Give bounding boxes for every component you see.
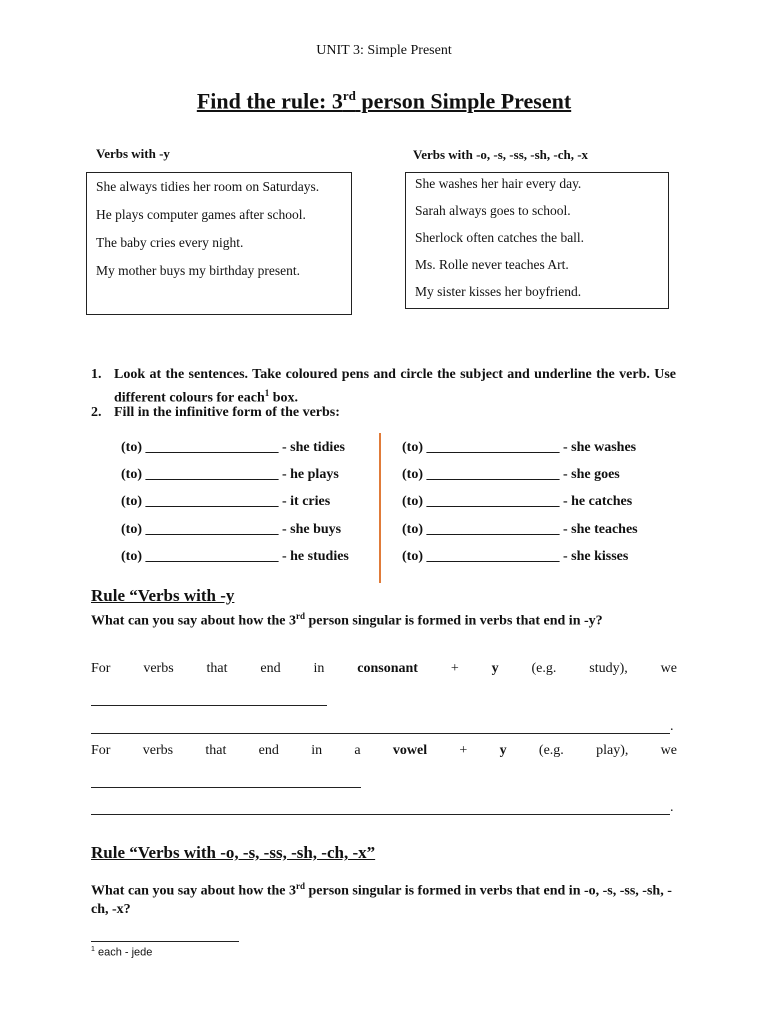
instruction-2 — [91, 404, 676, 424]
title-sup: rd — [342, 88, 356, 103]
right-sentence-box — [405, 172, 669, 309]
rule-o-heading: Rule “Verbs with -o, -s, -ss, -sh, -ch, -x” — [91, 843, 376, 862]
question-sup: rd — [295, 881, 305, 891]
footnote — [91, 946, 152, 959]
question-text-b: person singular is formed in verbs that end in -o, -s, -ss, -sh, -ch, -x? — [91, 883, 672, 917]
fill-in-row[interactable]: (to) ___________________ - she goes — [402, 467, 620, 482]
footnote-separator — [91, 941, 239, 942]
answer-line[interactable] — [91, 733, 670, 734]
fill-in-row[interactable]: (to) ___________________ - she kisses — [402, 549, 629, 564]
rule-o-question — [91, 877, 676, 919]
consonant-rule-line — [91, 661, 677, 677]
instruction-1 — [91, 366, 676, 404]
example-word: study), — [589, 661, 628, 676]
left-sentence-box — [86, 172, 352, 315]
rule-y-heading: Rule “Verbs with -y — [91, 586, 235, 605]
example-word: play), — [596, 743, 629, 758]
word: For — [91, 743, 111, 758]
plus-sign: + — [450, 661, 459, 676]
sentence: She always tidies her room on Saturdays. — [96, 179, 320, 194]
word: in — [313, 661, 325, 676]
fill-in-row[interactable]: (to) ___________________ - she tidies — [121, 440, 345, 455]
vowel-rule-line — [91, 743, 677, 759]
word: For — [91, 661, 111, 676]
consonant-keyword: consonant — [357, 661, 418, 676]
sentence: Sarah always goes to school. — [415, 203, 571, 218]
word: that — [205, 743, 227, 758]
word: a — [354, 743, 361, 758]
period: . — [670, 719, 674, 734]
question-text-b: person singular is formed in verbs that end in -y? — [304, 613, 603, 629]
question-text-a: What can you say about how the 3 — [91, 883, 296, 899]
word: end — [258, 743, 279, 758]
left-column-heading: Verbs with -y — [96, 146, 170, 161]
vowel-keyword: vowel — [392, 743, 428, 758]
page-header: UNIT 3: Simple Present — [316, 43, 452, 58]
question-sup: rd — [295, 611, 305, 621]
answer-line[interactable] — [91, 705, 327, 706]
y-keyword: y — [499, 743, 507, 758]
sentence: She washes her hair every day. — [415, 176, 582, 191]
instruction-text-b: box. — [269, 390, 299, 406]
plus-sign: + — [459, 743, 468, 758]
footnote-ref: 1 — [264, 388, 270, 398]
y-keyword: y — [491, 661, 499, 676]
instruction-text — [114, 366, 676, 408]
word: we — [660, 661, 677, 676]
column-divider — [379, 433, 381, 583]
sentence: My mother buys my birthday present. — [96, 263, 300, 278]
instruction-text: Fill in the infinitive form of the verbs: — [114, 405, 340, 420]
word: we — [660, 743, 677, 758]
right-column-heading: Verbs with -o, -s, -ss, -sh, -ch, -x — [413, 147, 589, 162]
word: in — [311, 743, 323, 758]
fill-in-row[interactable]: (to) ___________________ - he catches — [402, 494, 633, 509]
fill-in-row[interactable]: (to) ___________________ - he plays — [121, 467, 339, 482]
answer-line[interactable] — [91, 814, 670, 815]
footnote-number: 1 — [91, 946, 95, 953]
example-label: (e.g. — [531, 661, 557, 676]
fill-in-row[interactable]: (to) ___________________ - she teaches — [402, 522, 638, 537]
rule-y-question — [91, 607, 676, 631]
title-post: person Simple Present — [355, 88, 572, 114]
instruction-text-a: Look at the sentences. Take coloured pens and circle the subject and underline the verb. Use different colours for each — [114, 367, 676, 406]
example-label: (e.g. — [538, 743, 564, 758]
title-pre: Find the rule: 3 — [196, 88, 343, 114]
fill-in-row[interactable]: (to) ___________________ - she buys — [121, 522, 342, 537]
instruction-number: 2. — [91, 405, 102, 420]
word: end — [260, 661, 281, 676]
word: verbs — [142, 743, 174, 758]
answer-line[interactable] — [91, 787, 361, 788]
question-text-a: What can you say about how the 3 — [91, 613, 296, 629]
fill-in-row[interactable]: (to) ___________________ - she washes — [402, 440, 637, 455]
sentence: He plays computer games after school. — [96, 207, 306, 222]
instruction-number: 1. — [91, 367, 102, 382]
page-title — [0, 88, 768, 114]
sentence: Sherlock often catches the ball. — [415, 230, 585, 245]
footnote-text: each - jede — [94, 946, 153, 959]
fill-in-row[interactable]: (to) ___________________ - he studies — [121, 549, 349, 564]
word: verbs — [143, 661, 174, 676]
sentence: The baby cries every night. — [96, 235, 244, 250]
sentence: Ms. Rolle never teaches Art. — [415, 257, 569, 272]
period: . — [670, 800, 674, 815]
sentence: My sister kisses her boyfriend. — [415, 284, 582, 299]
word: that — [206, 661, 228, 676]
fill-in-row[interactable]: (to) ___________________ - it cries — [121, 494, 331, 509]
